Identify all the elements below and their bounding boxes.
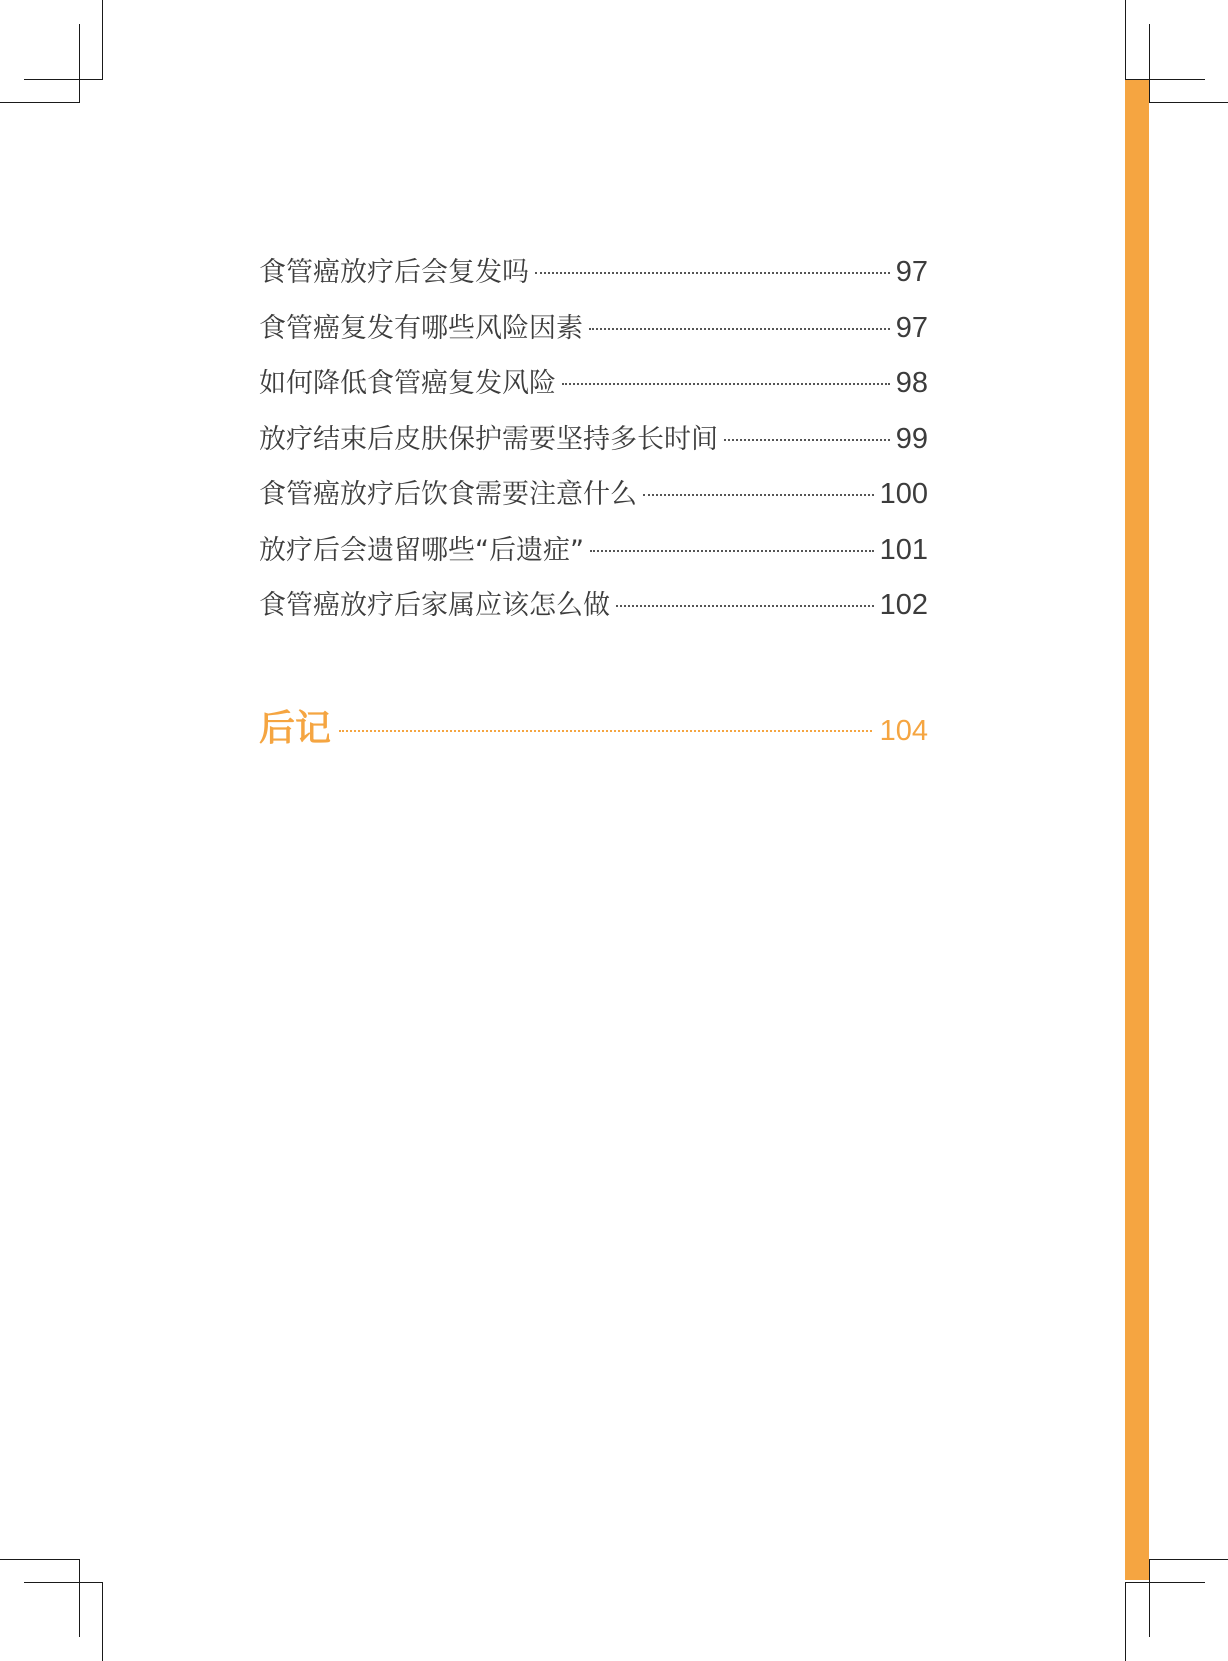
crop-mark bbox=[1149, 24, 1150, 102]
toc-afterword-entry[interactable] bbox=[259, 700, 928, 751]
toc-entry[interactable] bbox=[259, 417, 928, 473]
toc-entry-page: 97 bbox=[895, 311, 928, 344]
afterword-page: 104 bbox=[879, 715, 928, 747]
crop-mark bbox=[0, 102, 80, 103]
dot-leader bbox=[562, 383, 890, 385]
toc-entry[interactable] bbox=[259, 472, 928, 528]
dot-leader bbox=[339, 730, 872, 732]
crop-mark bbox=[102, 1582, 103, 1661]
toc-entry[interactable] bbox=[259, 528, 928, 584]
toc-entry-title: 食管癌放疗后饮食需要注意什么 bbox=[259, 479, 637, 510]
toc-entry-page: 98 bbox=[895, 367, 928, 399]
crop-mark bbox=[24, 79, 102, 80]
crop-mark bbox=[1125, 1582, 1205, 1583]
dot-leader bbox=[643, 494, 874, 496]
crop-mark bbox=[1125, 0, 1126, 80]
toc-entry-title: 食管癌放疗后家属应该怎么做 bbox=[259, 590, 610, 621]
crop-mark bbox=[1149, 102, 1228, 103]
crop-mark bbox=[79, 1559, 80, 1637]
toc-entry-title: 放疗结束后皮肤保护需要坚持多长时间 bbox=[259, 423, 718, 455]
dot-leader bbox=[616, 605, 874, 607]
toc-entry-page: 99 bbox=[895, 422, 928, 455]
toc-entry[interactable] bbox=[259, 361, 928, 417]
toc-entry[interactable] bbox=[259, 583, 928, 639]
toc-entry-page: 102 bbox=[879, 589, 928, 621]
dot-leader bbox=[535, 272, 890, 274]
dot-leader bbox=[590, 550, 874, 552]
toc-entry-title: 如何降低食管癌复发风险 bbox=[259, 368, 556, 399]
crop-mark bbox=[1149, 1559, 1228, 1560]
dot-leader bbox=[724, 439, 890, 441]
crop-mark bbox=[0, 1559, 80, 1560]
crop-mark bbox=[1149, 1559, 1150, 1637]
table-of-contents bbox=[259, 250, 928, 639]
crop-mark bbox=[24, 1582, 102, 1583]
toc-entry[interactable] bbox=[259, 306, 928, 362]
crop-mark bbox=[102, 0, 103, 80]
dot-leader bbox=[589, 328, 890, 330]
toc-entry-page: 100 bbox=[879, 478, 928, 510]
toc-entry-title: 食管癌放疗后会复发吗 bbox=[259, 257, 529, 288]
crop-mark bbox=[1125, 1582, 1126, 1661]
toc-entry-title: 食管癌复发有哪些风险因素 bbox=[259, 312, 583, 344]
toc-entry[interactable] bbox=[259, 250, 928, 306]
toc-entry-page: 97 bbox=[895, 256, 928, 288]
afterword-title: 后记 bbox=[259, 708, 332, 749]
toc-entry-page: 101 bbox=[879, 533, 928, 566]
crop-mark bbox=[79, 24, 80, 102]
toc-entry-title: 放疗后会遗留哪些“后遗症” bbox=[259, 534, 584, 566]
page-edge-accent-bar bbox=[1125, 80, 1149, 1580]
